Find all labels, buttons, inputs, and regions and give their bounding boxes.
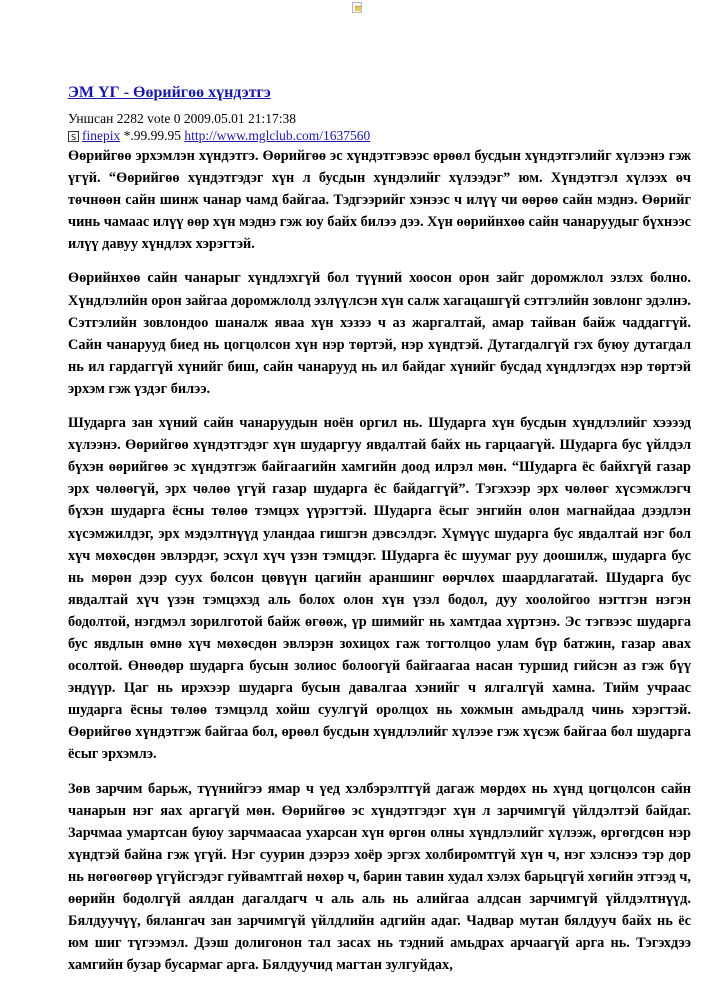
meta-line: Уншсан 2282 vote 0 2009.05.01 21:17:38	[68, 111, 296, 126]
paragraph-3: Шударга зан хүний сайн чанаруудын ноён оргил нь. Шударга хүн бусдын хүндлэлийг хээээд хүлээнэ. Өөрийгөө хүндэтгэдэг хүн шударгуу явдалтай байх нь гарцаагүй. Шударга бус үйлдэл бүхэн өөрийгөө эс хүндэтгэж байгаагийн хамгийн доод илрэл мөн. “Шударга ёс байхгүй газар эрх чөлөөгүй, эрх чөлөө үгүй газар шударга ёс байдаггүй”. Тэгэхээр эрх чөлөөг хүсэмжлэгч бүхэн шударга ёсны төлөө тэмцэх үүрэгтэй. Шударга ёсыг энгийн олон магнайдаа дээдлэн хүсэмжилдэг, эрх мэдэлтнүүд уландаа гишгэн дэвсэлдэг. Хүмүүс шударга бус явдалтай нэг бол хүч мөхөсдөн эвлэрдэг, эсхүл хүч үзэн тэмцдэг. Шударга ёс шуумаг руу доошилж, шударга бус нь мөрөн дээр суух болсон цөвүүн цагийн араншинг өөрчлөх шаардлагатай. Шударга бус явдалтай хүч үзэн тэмцэхэд аль болох олон хүн үзэл бодол, дуу хоолойгоо нэгтгэн нэгэн бодолтой, нэгдмэл зорилготой байж өгөөж, үр шимийг нь хамтдаа хүртэнэ. Эс тэгвээс шударга бус явдлын өмнө хүч мөхөсдөн эвлэрэн зохицох гаж тогтолцоо улам бүр батжин, газар авах осолтой. Өнөөдөр шударга бусын золиос болоогүй байгаагаа насан туршид гийсэн аз гэж бүү эндүүр. Цаг нь ирэхээр шударга бусын давалгаа хэнийг ч ялгалгүй хамна. Тийм учраас шударга ёсны төлөө тэмцэлд хойш суулгүй оролцох нь хожмын амьдралд чинь хэрэгтэй. Өөрийгөө хүндэтгэж байгаа бол, өрөөл бусдын хүндлэлийг хүлээе гэж хүсэж байгаа бол шударга ёсыг эрхэмлэ.	[68, 415, 691, 763]
document-page	[68, 83, 691, 988]
page-top-icon	[352, 2, 362, 13]
author-phone: *.99.99.95	[123, 128, 181, 143]
document-icon: S	[68, 131, 79, 142]
source-line	[68, 127, 691, 144]
author-link[interactable]: finepix	[82, 128, 121, 143]
paragraph-4: Зөв зарчим барьж, түүнийгээ ямар ч үед хэлбэрэлтгүй дагаж мөрдөх нь хүнд цогцолсон сайн чанарын нэг яах аргагүй мөн. Өөрийгөө эс хүндэтгэдэг хүн л зарчимгүй үйлдэлтэй байдаг. Зарчмаа умартсан буюу зарчмаасаа ухарсан хүн өргөн олны хүндлэлийг хүлээж, өргөгдсөн нэр хүндтэй байна гэж үгүй. Нэг суурин дээрээ хоёр эргэх холбиромтгүй хүн ч, нэг хэлснээ тэр дор нь нөгөөгөөр үгүйсгэдэг гуйвамтгай нөхөр ч, барин тавин худал хэлэх барьцгүй хөгийн этгээд ч, өөрийн бодолгүй аялдан дагалдагч ч аль аль нь алийгаа алдсан зарчимгүй үйлдэлтнүүд. Бялдуучүү, бялангач зан зарчимгүй үйлдлийн адгийн адаг. Чадвар мутан бялдууч байх нь ёс юм шиг түгээмэл. Дээш долигонон тал засах нь тэдний амьдрах арчаагүй арга нь. Тэгэхдээ хамгийн бузар бусармаг арга. Бялдуучид магтан зулгуйдах,	[68, 780, 691, 974]
paragraph-2: Өөрийнхөө сайн чанарыг хүндлэхгүй бол түүний хоосон орон зайг доромжлол эзлэх болно. Хүндлэлийн орон зайгаа доромжлолд эзлүүлсэн хүн салж хагацашгүй сэтгэлийн зовлонг эдэлнэ. Сэтгэлийн зовлондоо шаналж яваа хүн хэзээ ч аз жаргалтай, амар тайван байж чаддаггүй. Сайн чанарууд биед нь цогцолсон хүн нэр төртэй, нэр хүндтэй. Дутагдалгүй гэх буюу дутагдал нь ил гардаггүй хүнийг биш, сайн чанарууд нь ил байдаг хүнийг бусдад хүндлэгдэх нэр төртэй эрхэм гэж үздэг билээ.	[68, 270, 691, 397]
source-url-link[interactable]: http://www.mglclub.com/1637560	[184, 128, 371, 143]
article-title[interactable]: ЭМ ҮГ - Өөрийгөө хүндэтгэ	[68, 84, 271, 101]
paragraph-1: Өөрийгөө эрхэмлэн хүндэтгэ. Өөрийгөө эс хүндэтгэвээс өрөөл бусдын хүндэтгэлийг хүлээнэ гэж үгүй. “Өөрийгөө хүндэтгэдэг хүн л бусдын хүндэлийг хүлээдэг” юм. Хүндэтгэл хүлээх өч төчнөөн сайн шинж чанар чамд байгаа. Тэдгээрийг хэнээс ч илүү чи өөрөө сайн мэднэ. Өөрийг чинь чамаас илүү өөр хүн мэднэ гэж юу байх билээ дээ. Хүн өөрийнхөө сайн чанаруудыг бүхнээс илүү давуу хүндлэх хэрэгтэй.	[68, 148, 691, 253]
